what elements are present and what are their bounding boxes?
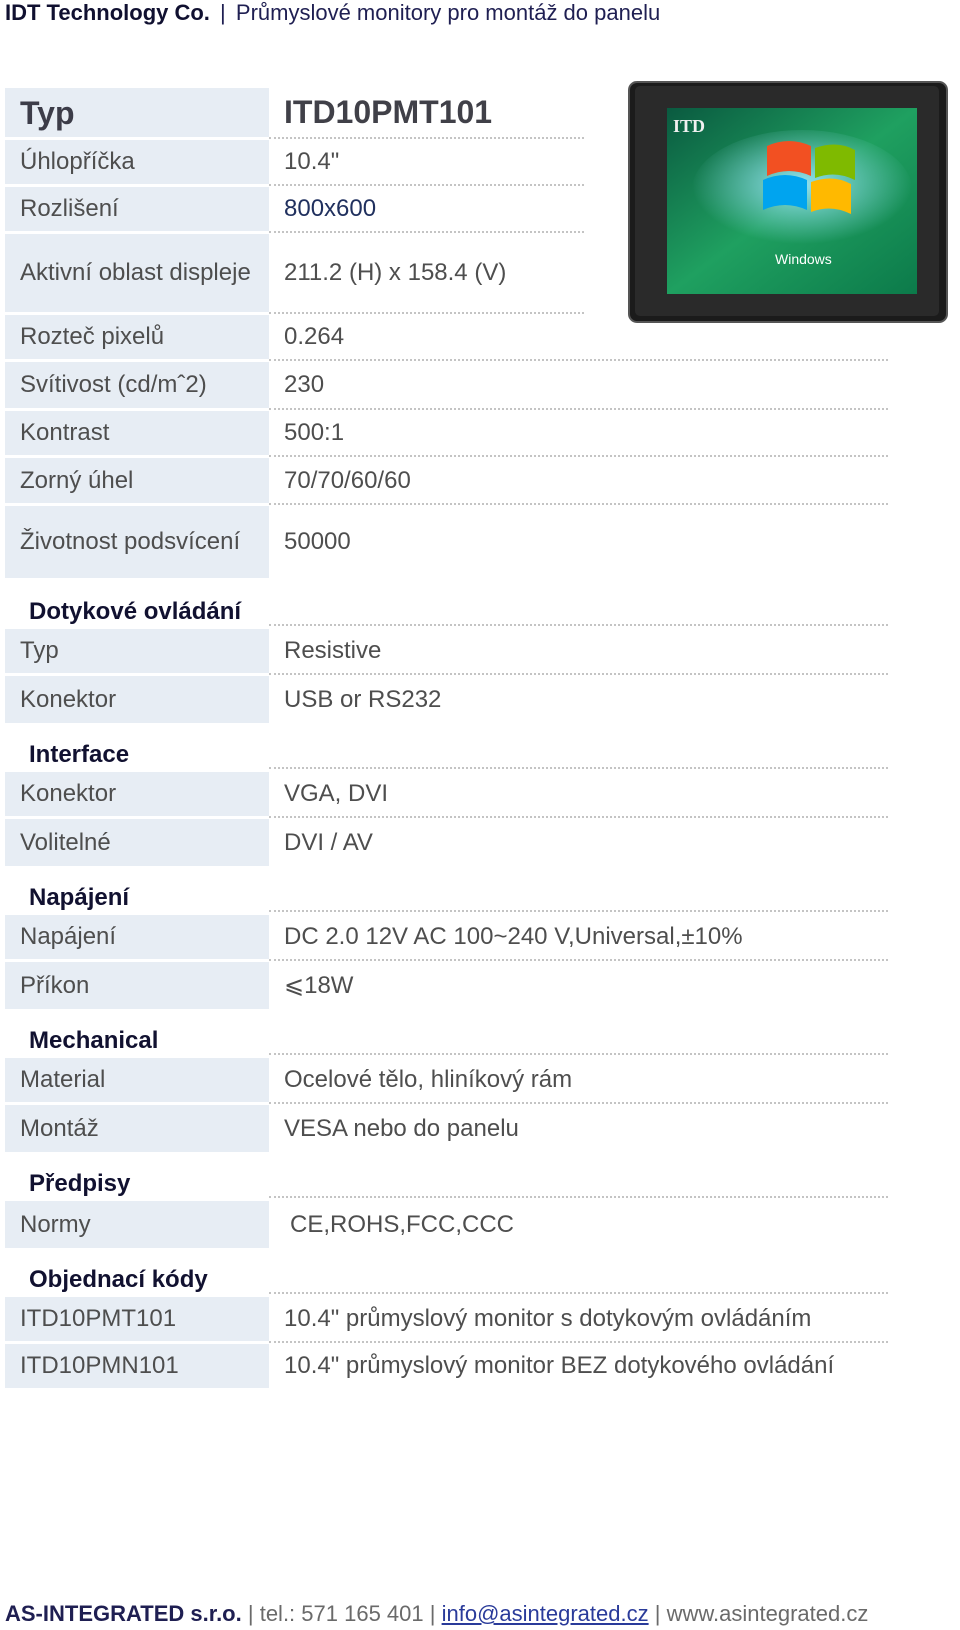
spec-value: 0.264 xyxy=(284,323,345,350)
footer-separator: | xyxy=(654,1601,661,1626)
spec-value: Resistive xyxy=(284,637,382,664)
spec-label: Montáž xyxy=(5,1105,269,1152)
spec-row-interface-connector xyxy=(0,772,888,816)
spec-value: 50000 xyxy=(284,528,351,555)
spec-label: Napájení xyxy=(5,915,269,959)
spec-value: 10.4" xyxy=(284,148,340,175)
spec-label: Typ xyxy=(5,88,269,137)
footer-email-link[interactable]: info@asintegrated.cz xyxy=(441,1601,649,1626)
spec-value: USB or RS232 xyxy=(284,685,442,713)
page-footer xyxy=(5,1600,868,1630)
section-title-interface: Interface xyxy=(29,741,130,768)
spec-value: ⩽18W xyxy=(284,972,354,999)
spec-label: Normy xyxy=(5,1201,269,1248)
spec-row-viewing-angle xyxy=(0,458,888,503)
footer-phone: tel.: 571 165 401 xyxy=(259,1601,424,1626)
spec-label: Konektor xyxy=(5,676,269,723)
spec-value: 230 xyxy=(284,371,325,398)
spec-value: 10.4" průmyslový monitor BEZ dotykového ovládání xyxy=(284,1352,835,1379)
spec-value: 10.4" průmyslový monitor s dotykovým ovládáním xyxy=(284,1305,812,1332)
spec-label: Úhlopříčka xyxy=(5,140,269,184)
spec-label: Volitelné xyxy=(5,819,269,866)
spec-label: Typ xyxy=(5,629,269,673)
header-title: Průmyslové monitory pro montáž do panelu xyxy=(235,0,661,25)
section-title-order-codes: Objednací kódy xyxy=(29,1266,208,1293)
spec-label: Konektor xyxy=(5,772,269,816)
spec-label: Kontrast xyxy=(5,411,269,455)
spec-row-order-no-touch xyxy=(0,1344,888,1388)
spec-value: CE,ROHS,FCC,CCC xyxy=(290,1210,515,1238)
spec-row-active-area xyxy=(0,234,584,312)
spec-label: Rozteč pixelů xyxy=(5,315,269,359)
footer-company: AS-INTEGRATED s.r.o. xyxy=(5,1601,242,1626)
spec-row-contrast xyxy=(0,411,888,455)
spec-value: 211.2 (H) x 158.4 (V) xyxy=(284,259,507,286)
spec-row-material xyxy=(0,1058,888,1102)
section-title-mechanical: Mechanical xyxy=(29,1027,159,1054)
spec-value: 500:1 xyxy=(284,419,345,446)
spec-row-backlight-life xyxy=(0,506,888,578)
brand-mark: ITD xyxy=(673,116,706,136)
spec-label: Aktivní oblast displeje xyxy=(5,234,269,312)
spec-value: 800x600 xyxy=(284,195,377,222)
spec-label: Material xyxy=(5,1058,269,1102)
spec-label: Příkon xyxy=(5,962,269,1009)
spec-value: VGA, DVI xyxy=(284,780,389,807)
section-title-regulations: Předpisy xyxy=(29,1170,131,1197)
spec-row-power-supply xyxy=(0,915,888,959)
spec-row-brightness xyxy=(0,362,888,408)
spec-row-diagonal xyxy=(0,140,584,184)
spec-row-model xyxy=(0,88,584,137)
section-title-power: Napájení xyxy=(29,884,130,911)
spec-row-resolution xyxy=(0,187,584,231)
header-company: IDT Technology Co. xyxy=(5,0,210,25)
spec-value: DVI / AV xyxy=(284,828,373,856)
spec-value: 70/70/60/60 xyxy=(284,466,411,494)
page-header xyxy=(5,0,660,26)
spec-label: ITD10PMT101 xyxy=(5,1297,269,1341)
header-separator: | xyxy=(220,0,226,25)
spec-label: Rozlišení xyxy=(5,187,269,231)
spec-row-power-consumption xyxy=(0,962,888,1009)
spec-value: DC 2.0 12V AC 100~240 V,Universal,±10% xyxy=(284,923,743,950)
spec-row-touch-type xyxy=(0,629,888,673)
footer-separator: | xyxy=(247,1601,254,1626)
spec-row-interface-optional xyxy=(0,819,888,866)
product-photo xyxy=(627,80,949,324)
section-title-touch: Dotykové ovládání xyxy=(29,598,242,625)
spec-label: Svítivost (cd/mˆ2) xyxy=(5,362,269,408)
screen-text: Windows xyxy=(775,251,832,267)
spec-row-pixel-pitch xyxy=(0,315,888,359)
spec-row-mounting xyxy=(0,1105,888,1152)
footer-separator: | xyxy=(429,1601,436,1626)
spec-value: Ocelové tělo, hliníkový rám xyxy=(284,1066,573,1093)
spec-row-order-touch xyxy=(0,1297,888,1341)
footer-website[interactable]: www.asintegrated.cz xyxy=(666,1601,869,1626)
spec-value: VESA nebo do panelu xyxy=(284,1114,519,1142)
spec-row-standards xyxy=(0,1201,888,1248)
spec-label: ITD10PMN101 xyxy=(5,1344,269,1388)
spec-label: Životnost podsvícení xyxy=(5,506,269,578)
spec-label: Zorný úhel xyxy=(5,458,269,503)
spec-row-touch-connector xyxy=(0,676,888,723)
spec-value: ITD10PMT101 xyxy=(284,94,493,130)
